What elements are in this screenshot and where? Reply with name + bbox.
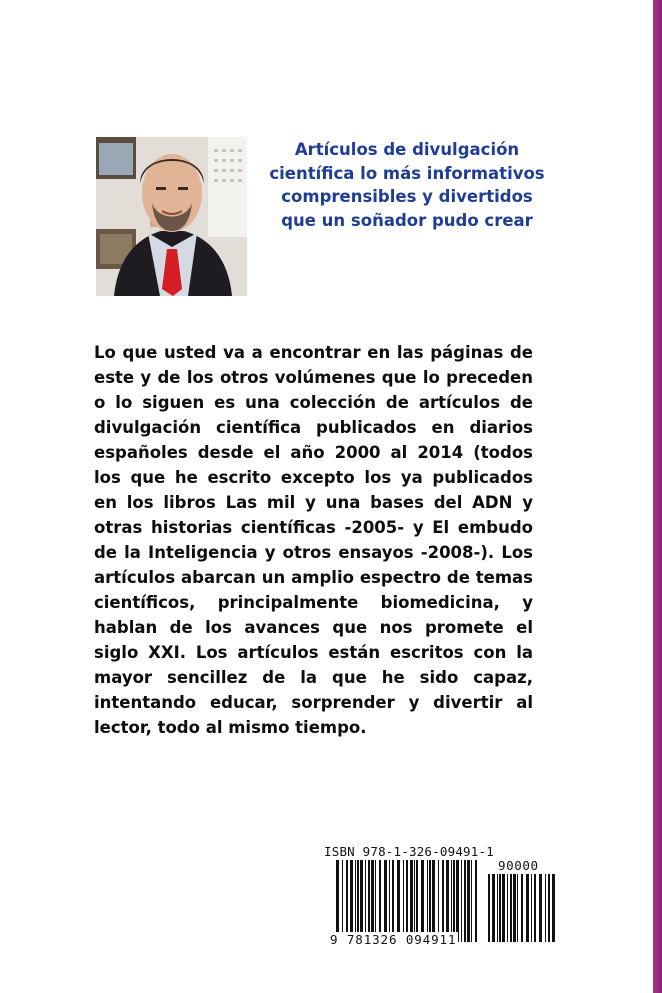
author-photo — [96, 137, 247, 296]
book-description: Lo que usted va a encontrar en las páginas de este y de los otros volúmenes que lo preceden o lo siguen es una colección de artículos de divulgación científica publicados en diarios españoles desde el año 2000 al 2014 (todos los que he escrito excepto los ya publicados en los libros Las mil y una bases del ADN y otras historias científicas -2005- y El embudo de la Inteligencia y otros ensayos -2008-). Los artículos abarcan un amplio espectro de temas científicos, principalmente biomedicina, y hablan de los avances que nos promete el siglo XXI. Los artículos están escritos con la mayor sencillez de la que he sido capaz, intentando educar, sorprender y divertir al lector, todo al mismo tiempo. — [94, 343, 533, 737]
tagline-line: comprensibles y divertidos — [281, 187, 533, 206]
author-portrait-illustration — [96, 137, 247, 296]
tagline-line: científica lo más informativos — [269, 163, 545, 183]
barcode-digits: 9 781326 094911 — [330, 932, 457, 947]
isbn-barcode — [322, 844, 562, 949]
tagline-line: Artículos de divulgación — [294, 140, 520, 159]
isbn-label: ISBN 978-1-326-09491-1 — [324, 844, 494, 859]
spine-edge — [653, 0, 662, 993]
price-code: 90000 — [498, 858, 539, 873]
tagline-line: que un soñador pudo crear — [281, 210, 533, 230]
tagline — [262, 138, 552, 232]
